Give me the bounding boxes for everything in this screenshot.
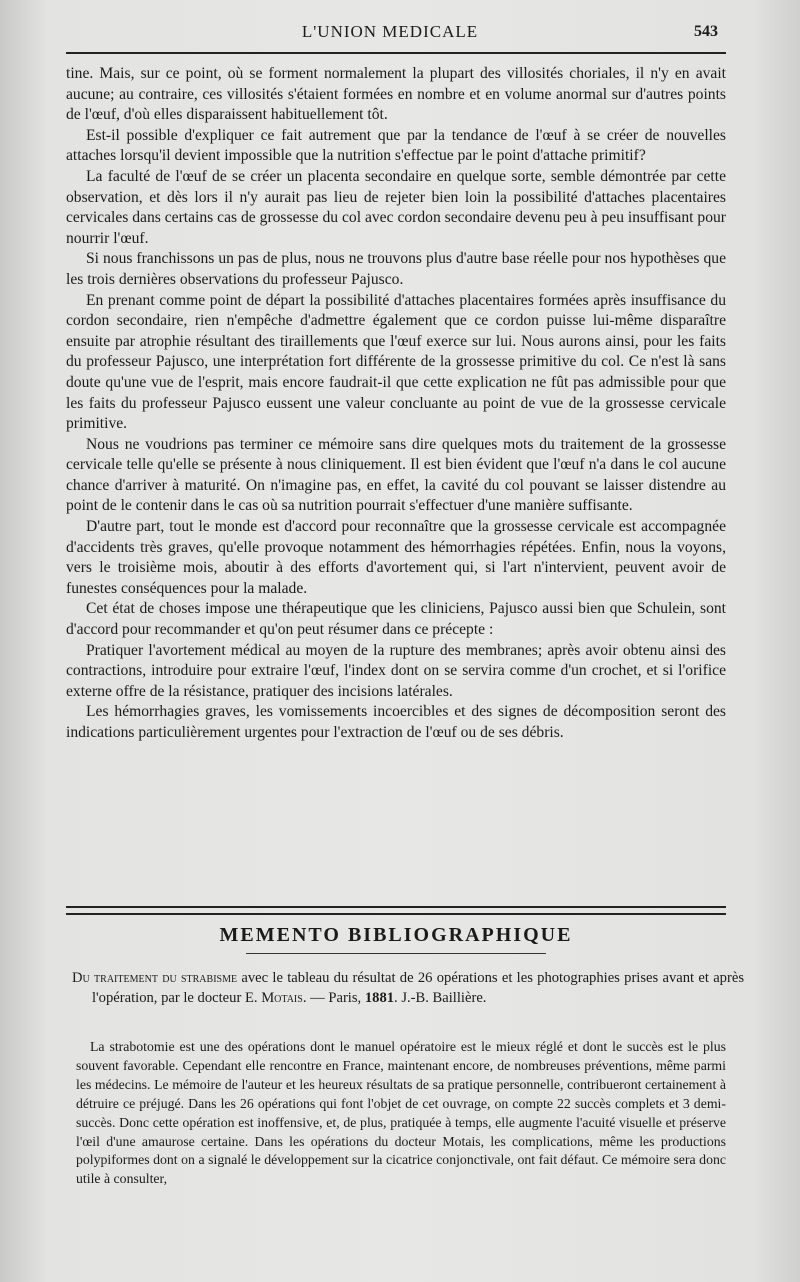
paragraph: Si nous franchissons un pas de plus, nous ne trouvons plus d'autre base réelle pour nos hypothèses que les trois dernières observations du professeur Pajusco. <box>66 250 726 288</box>
page-number: 543 <box>694 23 718 40</box>
entry-year: 1881 <box>364 990 395 1006</box>
paragraph: La faculté de l'œuf de se créer un placenta secondaire en quelque sorte, semble démontrée par cette observation, et dès lors il n'y aurait pas lieu de rejeter bien loin la possibilité d'attaches placentaires cervicales dans certains cas de grossesse du col avec cordon secondaire devenu peu à peu insuffisant pour nourrir l'œuf. <box>66 167 726 247</box>
paragraph: D'autre part, tout le monde est d'accord pour reconnaître que la grossesse cervicale est accompagnée d'accidents très graves, qu'elle provoque notamment des hémorrhagies répétées. Enfin, nous la voyons, vers le troisième mois, aboutir à des efforts d'avortement qui, si l'art n'intervient, peuvent avoir de funestes conséquences pour la malade. <box>66 518 726 597</box>
review-paragraph: La strabotomie est une des opérations dont le manuel opératoire est le mieux réglé et dont le succès est le plus souvent favorable. Cependant elle rencontre en France, maintenant encore, de nombreuses préventions, même parmi les médecins. Le mémoire de l'auteur et les heureux résultats de sa pratique personnelle, contribueront certainement à détruire ce préjugé. Dans les 26 opérations qui font l'objet de cet ouvrage, on compte 22 succès complets et 3 demi-succès. Donc cette opération est inoffensive, et, de plus, pratiquée à temps, elle augmente l'acuité visuelle et préserve l'œil d'une amaurose certaine. Dans les opérations du docteur Motais, les complications, même les productions polypiformes dont on a signalé le développement sur la cicatrice conjonctivale, ont fait défaut. Ce mémoire sera donc utile à consulter, <box>76 1039 726 1187</box>
paragraph: Est-il possible d'expliquer ce fait autrement que par la tendance de l'œuf à se créer de nouvelles attaches lorsqu'il devient impossible que la nutrition s'effectue par le point d'attache primitif? <box>66 126 726 165</box>
entry-author: Motais <box>261 990 303 1006</box>
article-body <box>66 64 726 744</box>
paragraph: Nous ne voudrions pas terminer ce mémoire sans dire quelques mots du traitement de la grossesse cervicale telle qu'elle se présente à nous cliniquement. Il est bien évident que l'œuf n'a dans le col aucune chance d'arriver à maturité. On n'imagine pas, en effet, la cavité du col pouvant se laisser distendre au point de le contenir dans le cas où sa nutrition pourrait s'effectuer d'une manière suffisante. <box>66 435 726 515</box>
page-header <box>62 20 718 44</box>
review-body <box>76 1038 726 1189</box>
paragraph: Cet état de choses impose une thérapeutique que les cliniciens, Pajusco aussi bien que Schulein, sont d'accord pour recommander et qu'on peut résumer dans ce précepte : <box>66 600 726 639</box>
paragraph: tine. Mais, sur ce point, où se forment normalement la plupart des villosités choriales, il n'y en avait aucune; au contraire, ces villosités s'étaient formées en nombre et en volume anormal sur d'autres points de l'œuf, d'où elles disparaissent habituellement tôt. <box>66 65 726 124</box>
title-underline <box>246 953 546 954</box>
paragraph: Les hémorrhagies graves, les vomissements incoercibles et des signes de décomposition seront des indications particulièrement urgentes pour l'extraction de l'œuf ou de ses débris. <box>66 703 726 741</box>
bibliography-entry <box>72 968 744 1008</box>
paragraph: Pratiquer l'avortement médical au moyen de la rupture des membranes; après avoir obtenu ainsi des contractions, introduire pour extraire l'œuf, l'index dont on se servira comme d'un crochet, et si l'orifice externe offre de la résistance, pratiquer des incisions latérales. <box>66 641 726 700</box>
entry-separator: . — Paris, <box>302 990 365 1006</box>
header-rule <box>66 52 726 54</box>
running-title: L'UNION MEDICALE <box>301 22 479 41</box>
section-divider <box>66 906 726 915</box>
paragraph: En prenant comme point de départ la possibilité d'attaches placentaires formées après insuffisance du cordon secondaire, rien n'empêche d'admettre également que ce cordon puisse lui-même disparaître ensuite par atrophie résultant des tiraillements que l'œuf exerce sur lui. Nous aurons ainsi, pour les faits du professeur Pajusco, une interprétation fort différente de la grossesse primitive du col. Ce n'est là sans doute qu'une vue de l'esprit, mais encore faudrait-il que cette explication ne fût pas admissible pour que les faits du professeur Pajusco eussent une valeur concluante au point de vue de la grossesse cervicale primitive. <box>66 291 726 433</box>
entry-publisher: . J.-B. Baillière. <box>394 990 487 1006</box>
entry-title: Du traitement du strabisme <box>72 970 238 986</box>
entry-description: avec le tableau du résultat de 26 opérations et les photographies prises avant et après l'opération, par le docteur E. <box>92 970 744 1006</box>
section-title: MEMENTO BIBLIOGRAPHIQUE <box>219 924 573 946</box>
